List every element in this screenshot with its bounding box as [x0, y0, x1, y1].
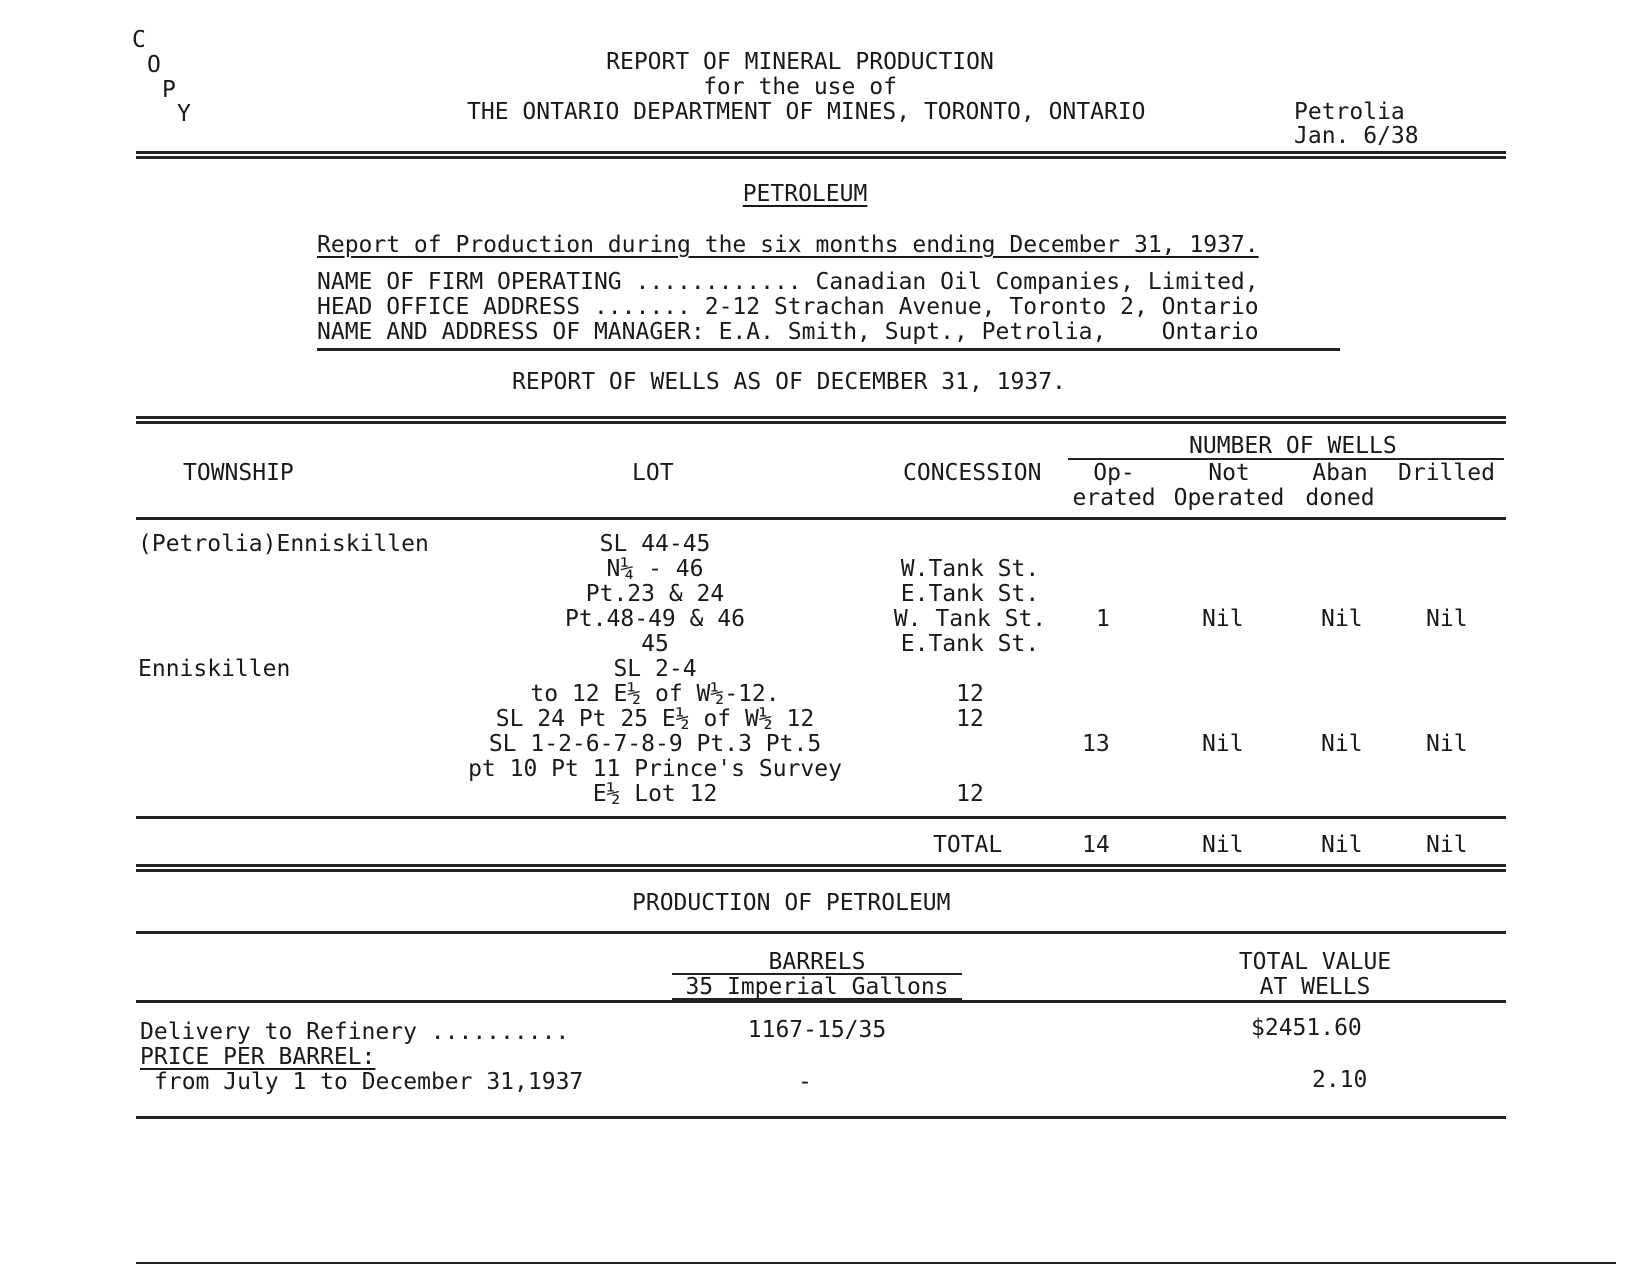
concession-entry: W. Tank St.	[893, 606, 1047, 632]
firm-name-line: NAME OF FIRM OPERATING ............ Canadian Oil Companies, Limited,	[317, 269, 1259, 295]
lot-entry: pt 10 Pt 11 Prince's Survey	[468, 756, 842, 782]
delivery-value: $2451.60	[1251, 1015, 1362, 1041]
wells-header-rule	[136, 517, 1506, 520]
delivery-barrels: 1167-15/35	[747, 1017, 887, 1043]
group2-not-operated: Nil	[1202, 731, 1244, 757]
total-abandoned: Nil	[1321, 832, 1363, 858]
group1-not-operated: Nil	[1202, 606, 1244, 632]
head-office-line: HEAD OFFICE ADDRESS ....... 2-12 Strachan Avenue, Toronto 2, Ontario	[317, 294, 1259, 320]
lot-entry: Pt.23 & 24	[585, 581, 725, 607]
total-label: TOTAL	[933, 832, 1003, 858]
col-header-lot: LOT	[632, 460, 674, 486]
lot-entry: SL 1-2-6-7-8-9 Pt.3 Pt.5	[488, 731, 822, 757]
copy-stamp-letter-y: Y	[177, 101, 191, 127]
lot-entry: SL 2-4	[613, 656, 697, 682]
price-per-barrel-label: PRICE PER BARREL:	[140, 1044, 376, 1070]
section-title: PETROLEUM	[742, 181, 868, 207]
total-operated: 14	[1082, 832, 1110, 858]
firm-rule	[317, 348, 1340, 351]
page-bottom-edge	[136, 1262, 1616, 1264]
col-header-concession: CONCESSION	[903, 460, 1042, 486]
wells-bottom-rule	[136, 864, 1506, 872]
col-header-operated-1: Op-	[1093, 460, 1135, 486]
col-header-number-of-wells: NUMBER OF WELLS	[1189, 433, 1397, 459]
concession-entry: 12	[956, 706, 984, 732]
total-not-operated: Nil	[1202, 832, 1244, 858]
price-period: from July 1 to December 31,1937	[154, 1069, 584, 1095]
concession-entry: 12	[956, 781, 984, 807]
wells-top-rule	[136, 416, 1506, 424]
header-date: Jan. 6/38	[1294, 123, 1419, 149]
header-place: Petrolia	[1294, 99, 1405, 125]
col-header-not-operated-1: Not	[1208, 460, 1250, 486]
township-enniskillen: Enniskillen	[138, 656, 291, 682]
lot-entry: to 12 E½ of W½-12.	[530, 681, 780, 707]
col-header-abandoned-1: Aban	[1312, 460, 1368, 486]
production-bottom-rule	[136, 1116, 1506, 1119]
col-header-township: TOWNSHIP	[183, 460, 294, 486]
group1-operated: 1	[1096, 606, 1110, 632]
price-value: 2.10	[1312, 1067, 1368, 1093]
copy-stamp-letter-c: C	[132, 27, 146, 53]
copy-stamp-letter-p: P	[162, 77, 176, 103]
col-header-operated-2: erated	[1072, 485, 1156, 511]
group2-operated: 13	[1082, 731, 1110, 757]
total-drilled: Nil	[1426, 832, 1468, 858]
group2-abandoned: Nil	[1321, 731, 1363, 757]
concession-entry: W.Tank St.	[900, 556, 1040, 582]
production-top-rule	[136, 931, 1506, 934]
production-header-rule	[136, 1000, 1506, 1003]
group2-drilled: Nil	[1426, 731, 1468, 757]
group1-drilled: Nil	[1426, 606, 1468, 632]
lot-entry: 45	[641, 631, 669, 657]
price-barrels: -	[798, 1069, 812, 1095]
header-rule	[136, 151, 1506, 159]
col-header-abandoned-2: doned	[1305, 485, 1375, 511]
concession-entry: E.Tank St.	[900, 581, 1040, 607]
barrels-header: BARRELS	[768, 949, 866, 975]
col-header-not-operated-2: Operated	[1173, 485, 1285, 511]
concession-entry: 12	[956, 681, 984, 707]
report-title: REPORT OF MINERAL PRODUCTION	[606, 49, 994, 75]
lot-entry: SL 24 Pt 25 E½ of W½ 12	[495, 706, 815, 732]
lot-entry: SL 44-45	[599, 531, 711, 557]
value-header-1: TOTAL VALUE	[1238, 949, 1392, 975]
value-header-2: AT WELLS	[1259, 974, 1371, 1000]
production-title: PRODUCTION OF PETROLEUM	[632, 890, 951, 916]
copy-stamp-letter-o: O	[147, 52, 161, 78]
group1-abandoned: Nil	[1321, 606, 1363, 632]
lot-entry: Pt.48-49 & 46	[564, 606, 745, 632]
col-header-drilled: Drilled	[1398, 460, 1495, 486]
lot-entry: E½ Lot 12	[592, 781, 718, 807]
concession-entry: E.Tank St.	[900, 631, 1040, 657]
report-subtitle: for the use of	[703, 74, 897, 100]
department-line: THE ONTARIO DEPARTMENT OF MINES, TORONTO, ONTARIO	[467, 99, 1146, 125]
delivery-label: Delivery to Refinery ..........	[140, 1019, 570, 1045]
barrels-subheader: 35 Imperial Gallons	[685, 974, 949, 1000]
report-period: Report of Production during the six months ending December 31, 1937.	[317, 232, 1259, 258]
wells-title: REPORT OF WELLS AS OF DECEMBER 31, 1937.	[512, 369, 1066, 395]
township-petrolia-enniskillen: (Petrolia)Enniskillen	[138, 531, 429, 557]
wells-body-rule	[136, 816, 1506, 819]
manager-line: NAME AND ADDRESS OF MANAGER: E.A. Smith, Supt., Petrolia, Ontario	[317, 319, 1259, 345]
lot-entry: N¼ - 46	[606, 556, 704, 582]
